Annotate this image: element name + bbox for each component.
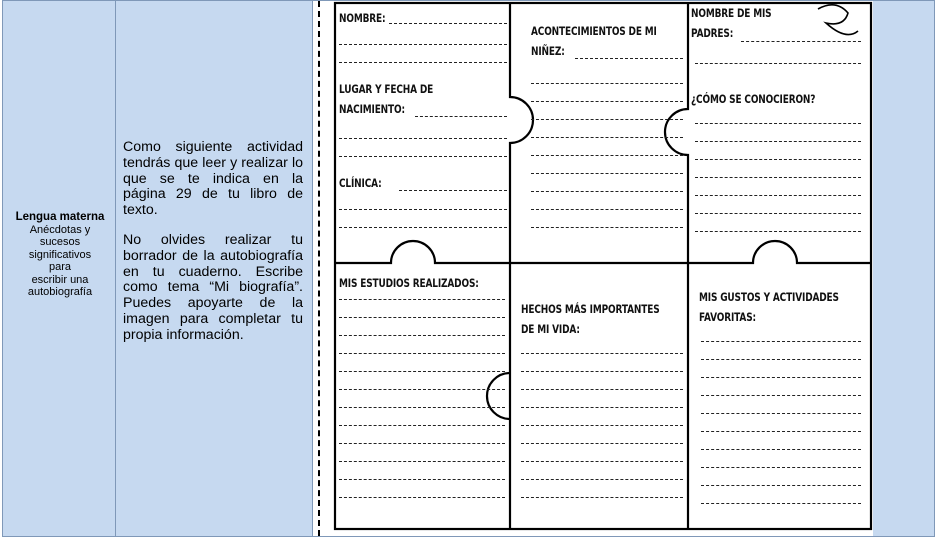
subject-title: Lengua materna xyxy=(15,211,105,223)
label-ninez: NIÑEZ: xyxy=(531,44,565,58)
activity-table xyxy=(2,0,935,537)
label-clinica: CLÍNICA: xyxy=(339,176,382,190)
label-estudios: MIS ESTUDIOS REALIZADOS: xyxy=(339,276,479,290)
subject-line: sucesos xyxy=(39,236,81,248)
label-gustos: MIS GUSTOS Y ACTIVIDADES xyxy=(699,290,839,304)
label-padres: PADRES: xyxy=(691,26,734,40)
label-nacimiento: NACIMIENTO: xyxy=(339,102,405,116)
label-conocieron: ¿CÓMO SE CONOCIERON? xyxy=(691,92,816,106)
label-favoritas: FAVORITAS: xyxy=(699,310,756,324)
label-mi-vida: DE MI VIDA: xyxy=(521,322,580,336)
label-lugar-fecha: LUGAR Y FECHA DE xyxy=(339,82,434,96)
label-acontecimientos: ACONTECIMIENTOS DE MI xyxy=(531,24,657,38)
label-hechos: HECHOS MÁS IMPORTANTES xyxy=(521,302,660,316)
autobiography-worksheet-image xyxy=(313,1,873,536)
label-nombre: NOMBRE: xyxy=(339,11,386,25)
worksheet-cell xyxy=(313,1,873,536)
instructions-cell xyxy=(116,1,313,536)
empty-cell xyxy=(873,1,934,536)
subject-line: para xyxy=(48,261,72,273)
subject-line: Anécdotas y xyxy=(29,223,91,236)
instructions-paragraph-2: No olvides realizar tu borrador de la autobiografía en tu cuaderno. Escribe como tema “Mi biografía”. Puedes apoyarte de la imagen para completar tu propia información. xyxy=(123,231,303,343)
subject-line: significativos xyxy=(28,248,92,261)
subject-block xyxy=(9,211,111,299)
instructions-text xyxy=(123,140,303,358)
subject-line: autobiografía xyxy=(27,286,93,298)
instructions-paragraph-1: Como siguiente actividad tendrás que leer y realizar lo que se te indica en la página 29 de tu libro de texto. xyxy=(123,139,303,219)
subject-line: escribir una xyxy=(31,273,89,286)
label-nombre-padres: NOMBRE DE MIS xyxy=(691,6,772,20)
subject-cell xyxy=(3,1,116,536)
